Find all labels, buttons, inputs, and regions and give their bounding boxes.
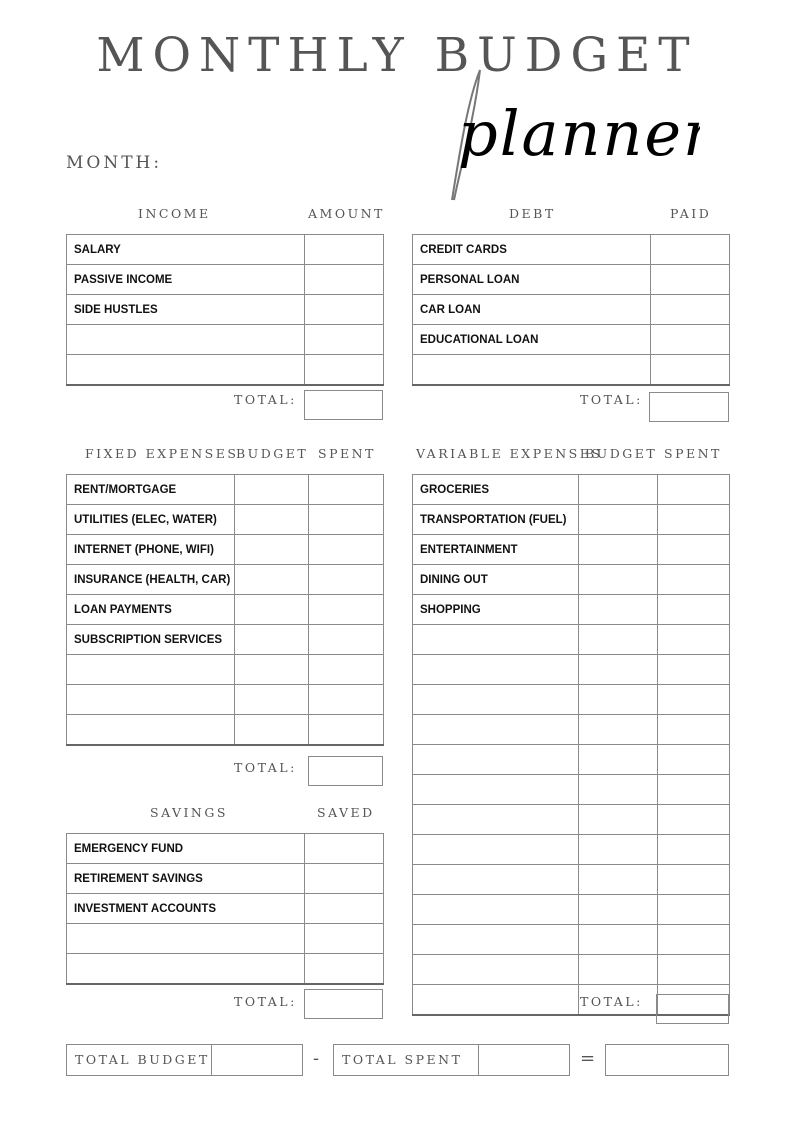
fixed-expense-row-budget-cell[interactable] — [235, 715, 309, 745]
savings-saved-header: SAVED — [317, 805, 375, 820]
variable-expense-row — [413, 565, 730, 595]
debt-table — [412, 234, 730, 386]
variable-expense-row-label[interactable] — [413, 805, 579, 835]
income-row — [67, 325, 384, 355]
savings-table — [66, 833, 384, 985]
variable-expense-row-spent-cell[interactable] — [658, 775, 730, 805]
variable-expense-row-spent-cell[interactable] — [658, 655, 730, 685]
variable-expense-row-spent-cell[interactable] — [658, 715, 730, 745]
fixed-expenses-table — [66, 474, 384, 746]
fixed-expense-row — [67, 625, 384, 655]
debt-row-label[interactable] — [413, 355, 651, 385]
fixed-expense-row-spent-cell[interactable] — [309, 595, 384, 625]
savings-row — [67, 954, 384, 984]
debt-row-label: CAR LOAN — [413, 295, 651, 325]
income-amount-header: AMOUNT — [308, 206, 385, 221]
fixed-expense-row — [67, 505, 384, 535]
variable-expense-row — [413, 925, 730, 955]
income-row-amount-cell[interactable] — [305, 235, 384, 265]
fixed-expense-row-spent-cell[interactable] — [309, 475, 384, 505]
savings-row-saved-cell[interactable] — [305, 924, 384, 954]
fixed-expense-row-budget-cell[interactable] — [235, 625, 309, 655]
variable-expense-row-spent-cell[interactable] — [658, 895, 730, 925]
variable-expense-row — [413, 655, 730, 685]
fixed-expense-row — [67, 655, 384, 685]
variable-expense-row-budget-cell[interactable] — [579, 835, 658, 865]
variable-expense-row-label: SHOPPING — [413, 595, 579, 625]
fixed-expense-row-budget-cell[interactable] — [235, 595, 309, 625]
variable-expense-row-budget-cell[interactable] — [579, 955, 658, 985]
variable-expense-row-budget-cell[interactable] — [579, 745, 658, 775]
variable-expense-row-spent-cell[interactable] — [658, 595, 730, 625]
variable-expense-row-spent-cell[interactable] — [658, 505, 730, 535]
savings-row-label: EMERGENCY FUND — [67, 834, 305, 864]
savings-total-field[interactable] — [304, 989, 383, 1019]
variable-expense-row-budget-cell[interactable] — [579, 625, 658, 655]
debt-row-paid-cell[interactable] — [651, 295, 730, 325]
variable-expenses-table — [412, 474, 730, 1016]
fixed-expense-row — [67, 475, 384, 505]
fixed-expense-row-label: SUBSCRIPTION SERVICES — [67, 625, 235, 655]
variable-expense-row-budget-cell[interactable] — [579, 655, 658, 685]
variable-expense-row-label[interactable] — [413, 745, 579, 775]
page-title: MONTHLY BUDGET — [96, 28, 698, 83]
variable-expense-row — [413, 895, 730, 925]
savings-row-saved-cell[interactable] — [305, 894, 384, 924]
minus-operator: - — [313, 1048, 320, 1069]
variable-expense-row — [413, 625, 730, 655]
variable-expense-row-spent-cell[interactable] — [658, 925, 730, 955]
variable-expense-row-label: DINING OUT — [413, 565, 579, 595]
debt-row-paid-cell[interactable] — [651, 325, 730, 355]
variable-expense-row-budget-cell[interactable] — [579, 685, 658, 715]
variable-expense-row-label[interactable] — [413, 955, 579, 985]
savings-row — [67, 924, 384, 954]
savings-row — [67, 894, 384, 924]
fixed-expense-row-label: INTERNET (PHONE, WIFI) — [67, 535, 235, 565]
variable-expense-row-label[interactable] — [413, 985, 579, 1015]
month-label: MONTH: — [66, 153, 163, 173]
fixed-expense-row — [67, 535, 384, 565]
fixed-expense-row-spent-cell[interactable] — [309, 535, 384, 565]
savings-row-label[interactable] — [67, 954, 305, 984]
variable-expense-row-budget-cell[interactable] — [579, 475, 658, 505]
total-spent-label: TOTAL SPENT — [333, 1044, 479, 1076]
variable-expense-row-label: TRANSPORTATION (FUEL) — [413, 505, 579, 535]
planner-script-flourish — [430, 60, 700, 210]
savings-row — [67, 834, 384, 864]
variable-expense-row-label: GROCERIES — [413, 475, 579, 505]
income-row-label[interactable] — [67, 355, 305, 385]
variable-expense-row — [413, 595, 730, 625]
variable-expense-row-spent-cell[interactable] — [658, 805, 730, 835]
variable-expense-row-label[interactable] — [413, 865, 579, 895]
variable-expense-row-budget-cell[interactable] — [579, 775, 658, 805]
variable-expense-row-label[interactable] — [413, 925, 579, 955]
fixed-expense-row-label[interactable] — [67, 685, 235, 715]
fixed-expense-row-budget-cell[interactable] — [235, 505, 309, 535]
income-total-label: TOTAL: — [234, 392, 297, 407]
debt-row-paid-cell[interactable] — [651, 355, 730, 385]
income-row-amount-cell[interactable] — [305, 355, 384, 385]
debt-row-paid-cell[interactable] — [651, 265, 730, 295]
fixed-expense-row-spent-cell[interactable] — [309, 655, 384, 685]
variable-expense-row-spent-cell[interactable] — [658, 865, 730, 895]
variable-expense-row — [413, 685, 730, 715]
debt-row — [413, 235, 730, 265]
variable-expense-row-spent-cell[interactable] — [658, 565, 730, 595]
variable-expense-row-budget-cell[interactable] — [579, 715, 658, 745]
income-table — [66, 234, 384, 386]
variable-expense-row — [413, 865, 730, 895]
variable-expense-row-label[interactable] — [413, 625, 579, 655]
savings-row-saved-cell[interactable] — [305, 864, 384, 894]
income-row — [67, 295, 384, 325]
fixed-expense-row-spent-cell[interactable] — [309, 625, 384, 655]
fixed-total-field[interactable] — [308, 756, 383, 786]
fixed-budget-header: BUDGET — [236, 446, 309, 461]
variable-expense-row-budget-cell[interactable] — [579, 895, 658, 925]
variable-expense-row — [413, 475, 730, 505]
fixed-expense-row-label[interactable] — [67, 655, 235, 685]
debt-row-label: PERSONAL LOAN — [413, 265, 651, 295]
income-row-amount-cell[interactable] — [305, 295, 384, 325]
debt-row-label: EDUCATIONAL LOAN — [413, 325, 651, 355]
variable-expense-row-spent-cell[interactable] — [658, 685, 730, 715]
net-result-field[interactable] — [605, 1044, 729, 1076]
income-row-label[interactable] — [67, 325, 305, 355]
income-row-label: SALARY — [67, 235, 305, 265]
variable-expense-row — [413, 715, 730, 745]
fixed-expense-row-label[interactable] — [67, 715, 235, 745]
variable-expense-row-spent-cell[interactable] — [658, 475, 730, 505]
debt-header: DEBT — [509, 206, 556, 221]
variable-expense-row-budget-cell[interactable] — [579, 505, 658, 535]
variable-expense-row — [413, 955, 730, 985]
debt-row — [413, 325, 730, 355]
variable-expense-row-budget-cell[interactable] — [579, 565, 658, 595]
fixed-expense-row-label: RENT/MORTGAGE — [67, 475, 235, 505]
fixed-total-label: TOTAL: — [234, 760, 297, 775]
debt-row-label: CREDIT CARDS — [413, 235, 651, 265]
variable-expense-row-label[interactable] — [413, 895, 579, 925]
income-row-amount-cell[interactable] — [305, 325, 384, 355]
variable-expense-row-label[interactable] — [413, 685, 579, 715]
variable-expenses-header: VARIABLE EXPENSES — [416, 446, 603, 461]
income-row — [67, 235, 384, 265]
variable-expense-row-label[interactable] — [413, 835, 579, 865]
total-budget-label: TOTAL BUDGET — [66, 1044, 212, 1076]
fixed-expense-row-budget-cell[interactable] — [235, 685, 309, 715]
variable-expense-row-budget-cell[interactable] — [579, 865, 658, 895]
income-row — [67, 265, 384, 295]
fixed-expense-row-label: UTILITIES (ELEC, WATER) — [67, 505, 235, 535]
variable-total-label: TOTAL: — [580, 994, 643, 1009]
fixed-expense-row-budget-cell[interactable] — [235, 565, 309, 595]
variable-expense-row-spent-cell[interactable] — [658, 535, 730, 565]
fixed-expense-row — [67, 595, 384, 625]
income-row-label: SIDE HUSTLES — [67, 295, 305, 325]
income-header: INCOME — [138, 206, 211, 221]
fixed-spent-header: SPENT — [318, 446, 376, 461]
savings-row-saved-cell[interactable] — [305, 954, 384, 984]
debt-row — [413, 355, 730, 385]
variable-expense-row-budget-cell[interactable] — [579, 925, 658, 955]
fixed-expense-row — [67, 715, 384, 745]
fixed-expense-row-spent-cell[interactable] — [309, 715, 384, 745]
planner-script-heading — [430, 60, 700, 210]
variable-expense-row-label[interactable] — [413, 775, 579, 805]
fixed-expense-row-spent-cell[interactable] — [309, 565, 384, 595]
income-row-label: PASSIVE INCOME — [67, 265, 305, 295]
fixed-expense-row — [67, 565, 384, 595]
fixed-expense-row-budget-cell[interactable] — [235, 535, 309, 565]
debt-row-paid-cell[interactable] — [651, 235, 730, 265]
savings-row — [67, 864, 384, 894]
fixed-expense-row — [67, 685, 384, 715]
variable-expense-row-budget-cell[interactable] — [579, 535, 658, 565]
variable-expense-row-budget-cell[interactable] — [579, 805, 658, 835]
debt-row — [413, 265, 730, 295]
variable-expense-row-label[interactable] — [413, 715, 579, 745]
fixed-expense-row-spent-cell[interactable] — [309, 685, 384, 715]
total-budget-field[interactable] — [211, 1044, 303, 1076]
savings-row-label: INVESTMENT ACCOUNTS — [67, 894, 305, 924]
fixed-expense-row-spent-cell[interactable] — [309, 505, 384, 535]
planner-script-text: planner — [458, 97, 700, 170]
variable-expense-row-budget-cell[interactable] — [579, 595, 658, 625]
fixed-expense-row-budget-cell[interactable] — [235, 655, 309, 685]
variable-expense-row — [413, 505, 730, 535]
savings-total-label: TOTAL: — [234, 994, 297, 1009]
savings-row-saved-cell[interactable] — [305, 834, 384, 864]
fixed-expense-row-label: LOAN PAYMENTS — [67, 595, 235, 625]
variable-expense-row-spent-cell[interactable] — [658, 625, 730, 655]
variable-spent-header: SPENT — [664, 446, 722, 461]
savings-header: SAVINGS — [150, 805, 228, 820]
variable-expense-row-spent-cell[interactable] — [658, 835, 730, 865]
savings-row-label: RETIREMENT SAVINGS — [67, 864, 305, 894]
variable-expense-row — [413, 535, 730, 565]
variable-expense-row — [413, 775, 730, 805]
savings-row-label[interactable] — [67, 924, 305, 954]
income-row-amount-cell[interactable] — [305, 265, 384, 295]
variable-total-field[interactable] — [656, 994, 729, 1024]
variable-expense-row — [413, 745, 730, 775]
equals-operator: = — [580, 1048, 596, 1069]
debt-total-label: TOTAL: — [580, 392, 643, 407]
fixed-expense-row-budget-cell[interactable] — [235, 475, 309, 505]
variable-expense-row — [413, 805, 730, 835]
variable-expense-row — [413, 835, 730, 865]
variable-expense-row-spent-cell[interactable] — [658, 955, 730, 985]
fixed-expenses-header: FIXED EXPENSES — [85, 446, 239, 461]
income-row — [67, 355, 384, 385]
debt-total-field[interactable] — [649, 392, 729, 422]
fixed-expense-row-label: INSURANCE (HEALTH, CAR) — [67, 565, 235, 595]
variable-expense-row-label[interactable] — [413, 655, 579, 685]
variable-expense-row-spent-cell[interactable] — [658, 745, 730, 775]
income-total-field[interactable] — [304, 390, 383, 420]
total-spent-field[interactable] — [478, 1044, 570, 1076]
variable-expense-row-label: ENTERTAINMENT — [413, 535, 579, 565]
debt-paid-header: PAID — [670, 206, 712, 221]
variable-budget-header: BUDGET — [585, 446, 658, 461]
debt-row — [413, 295, 730, 325]
